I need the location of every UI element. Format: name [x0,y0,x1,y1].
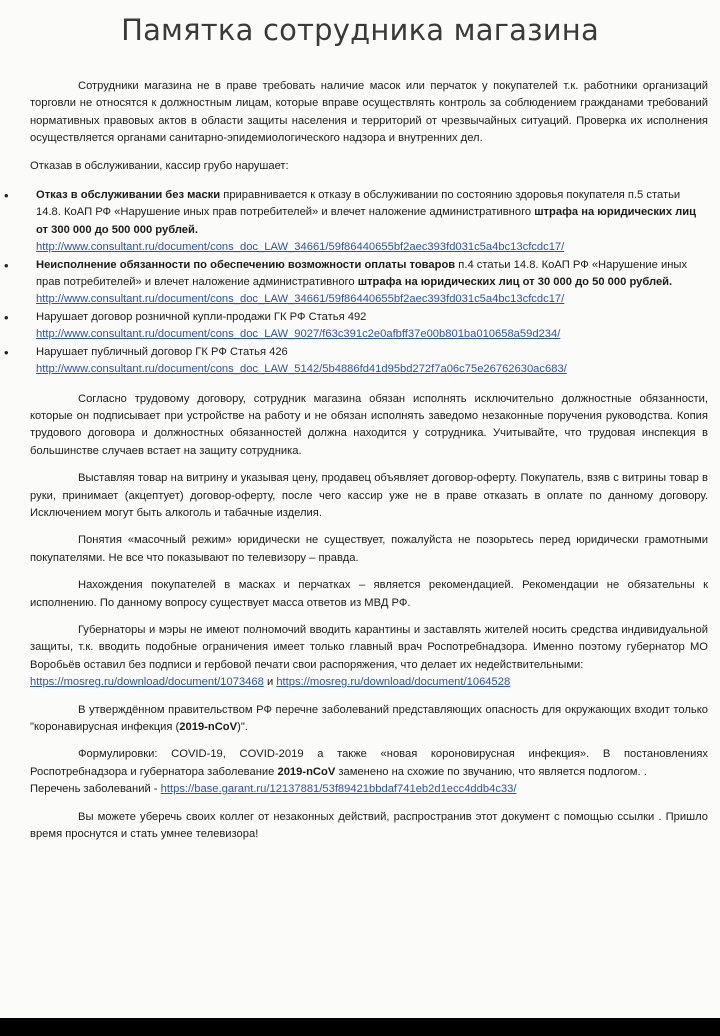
list-item [4,257,708,309]
governors-text: Губернаторы и мэры не имеют полномочий вводить карантины и заставлять жителей носить средства индивидуальной защиты, т.к. вводить подобные ограничения имеет только главный врач Роспотребнадзора. Именно поэтому губернатор МО Воробьёв оставил без подписи и гербовой печати свои распоряжения, что делает их недействительными: [30,623,708,671]
mask-regime-paragraph: Понятия «масочный режим» юридически не существует, пожалуйста не позорьтесь перед юридически грамотными покупателями. Не все что показывают по телевизору – правда. [30,534,708,564]
violation-text: п.4 статьи 14.8. КоАП РФ «Нарушение иных прав потребителей» и влечет наложение административного [36,258,688,289]
document-body [4,78,708,853]
bullet-icon: • [4,344,9,360]
wording-paragraph [30,746,708,798]
garant-link[interactable]: https://base.garant.ru/12137881/53f89421bbdaf741eb2d1ecc4ddb4c33/ [160,783,517,796]
violation-text: приравнивается к отказу в обслуживании по состоянию здоровья покупателя п.5 статьи 14.8. КоАП РФ «Нарушение иных прав потребителей» и влечет наложение административного [36,189,681,219]
refusal-heading: Отказав в обслуживании, кассир грубо нарушает: [30,159,289,172]
bullet-icon: • [4,309,9,325]
intro-paragraph: Сотрудники магазина не в праве требовать наличие масок или перчаток у покупателей т.к. работники организаций торговли не относятся к должностным лицам, которые вправе осуществлять контроль за соблюдением гражданами требований нормативных правовых актов в области защиты населения и территорий от чрезвычайных ситуаций. Проверка их исполнения осуществляется органами санитарно-эпидемиологического надзора и внутренних дел. [30,80,708,145]
wording-text: Формулировки: COVID-19, COVID-2019 а также «новая короновирусная инфекция». В постановлениях Роспотребнадзора и губернатора заболевание [30,748,708,778]
disease-list-text: В утверждённом правительством РФ перечне заболеваний представляющих опасность для окружающих входит только "коронавирусная инфекция ( [30,703,708,733]
list-item [4,344,708,379]
disease-code: 2019-nCoV [277,765,336,778]
offer-paragraph: Выставляя товар на витрину и указывая цену, продавец объявляет договор-оферту. Покупатель, взяв с витрины товар в руки, принимает (акцептует) договор-оферту, после чего кассир уже не в праве отказать в оплате по данному договору. Исключением могут быть алкоголь и табачные изделия. [30,472,708,519]
violations-list [4,187,708,378]
recommendation-paragraph: Нахождения покупателей в масках и перчатках – является рекомендацией. Рекомендации не обязательны к исполнению. По данному вопросу существует масса ответов из МВД РФ. [30,579,708,609]
list-item [4,187,708,257]
violation-bold-end: штрафа на юридических лиц от 300 000 до 500 000 рублей. [36,206,697,236]
governors-paragraph [30,622,708,692]
link-joiner: и [263,676,277,689]
violation-text: Нарушает публичный договор ГК РФ Статья 426 [36,345,288,358]
wording-dot: . [640,765,647,778]
closing-paragraph: Вы можете уберечь своих коллег от незаконных действий, распространив этот документ с помощью ссылки . Пришло время проснутся и стать умнее телевизора! [30,810,708,841]
violation-text: Нарушает договор розничной купли-продажи ГК РФ Статья 492 [36,310,367,323]
disease-list-end: )". [237,721,248,733]
violation-bold-end: штрафа на юридических лиц от 30 000 до 50 000 рублей. [357,276,673,289]
mosreg-link-1[interactable]: https://mosreg.ru/download/document/1073468 [30,676,264,689]
violation-bold-start: Отказ в обслуживании без маски [36,189,221,202]
diseases-label: Перечень заболеваний - [30,783,161,796]
bottom-bar [0,1018,720,1036]
consultant-link[interactable]: http://www.consultant.ru/document/cons_doc_LAW_34661/59f86440655bf2aec393fd031c5a4bc13cfcdc17/ [36,241,565,254]
violation-bold-start: Неисполнение обязанности по обеспечению возможности оплаты товаров [36,258,456,271]
consultant-link[interactable]: http://www.consultant.ru/document/cons_doc_LAW_34661/59f86440655bf2aec393fd031c5a4bc13cfcdc17/ [36,293,565,306]
consultant-link[interactable]: http://www.consultant.ru/document/cons_doc_LAW_5142/5b4886fd41d95bd272f7a06c75e26762630ac683/ [36,363,567,376]
bullet-icon: • [4,188,9,204]
bullet-icon: • [4,257,9,273]
consultant-link[interactable]: http://www.consultant.ru/document/cons_doc_LAW_9027/f63c391c2e0afbff37e00b801ba010658a59d234/ [36,328,561,341]
list-item [4,309,708,344]
wording-text-end: заменено на схожие по звучанию, что является подлогом. [335,765,641,778]
contract-paragraph: Согласно трудовому договору, сотрудник магазина обязан исполнять исключительно должностные обязанности, которые он подписывает при устройстве на работу и не обязан исполнять заведомо незаконные поручения руководства. Копия трудового договора и должностных обязанностей должна находится у сотрудника. Учитывайте, что трудовая инспекция в большинстве случаев встает на защиту сотрудника. [30,392,708,457]
disease-code: 2019-nCoV [179,721,238,733]
page-title: Памятка сотрудника магазина [121,13,599,47]
disease-list-paragraph [30,702,708,737]
mosreg-link-2[interactable]: https://mosreg.ru/download/document/1064528 [276,676,511,689]
